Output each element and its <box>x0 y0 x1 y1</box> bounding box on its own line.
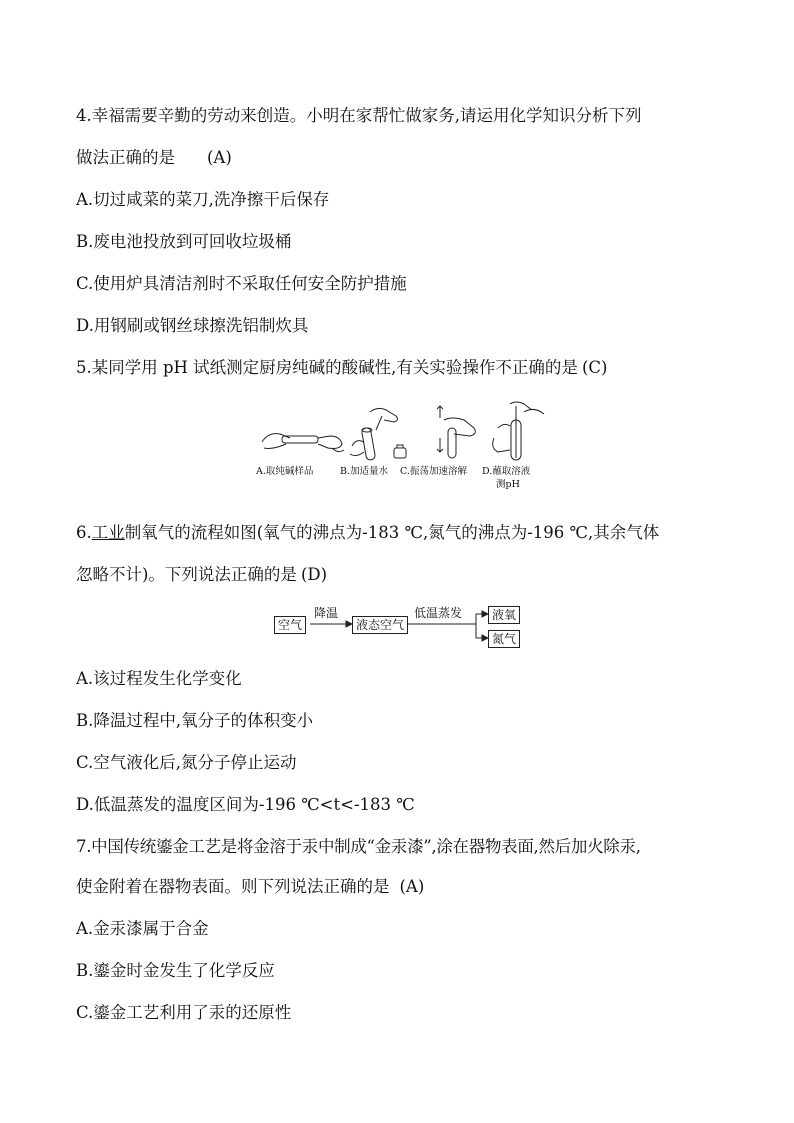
q6-underlined-word: 工业 <box>91 523 125 542</box>
caption-a: A.取纯碱样品 <box>256 466 314 477</box>
q6-stem-text: 忽略不计)。下列说法正确的是 <box>76 565 297 584</box>
q7-option-a: A.金汞漆属于合金 <box>76 919 209 938</box>
q5-stem <box>76 357 607 379</box>
step-a-hands-tube-icon <box>262 434 344 452</box>
q6-number: 6. <box>76 523 92 542</box>
step-d-dipping-icon <box>493 402 544 460</box>
q4-option-d: D.用钢刷或钢丝球擦洗铝制炊具 <box>76 316 309 335</box>
flow-label-cool: 降温 <box>314 606 339 620</box>
step-c-shaking-icon <box>437 406 475 458</box>
q4-stem-text: 做法正确的是 <box>76 148 175 167</box>
flow-box-liquid-air: 液态空气 <box>352 616 408 634</box>
q6-option-c: C.空气液化后,氮分子停止运动 <box>76 753 297 772</box>
q6-stem-rest: 制氧气的流程如图(氧气的沸点为-183 ℃,氮气的沸点为-196 ℃,其余气体 <box>124 523 660 542</box>
q6-stem-line1 <box>76 522 659 544</box>
caption-c: C.振荡加速溶解 <box>400 466 467 477</box>
caption-d-line2: 测pH <box>496 479 520 490</box>
q7-stem-text: 使金附着在器物表面。则下列说法正确的是 <box>76 877 390 896</box>
flow-box-liquid-oxygen: 液氧 <box>488 606 520 624</box>
q4-answer: (A) <box>207 148 232 167</box>
q4-option-b: B.废电池投放到可回收垃圾桶 <box>76 232 292 251</box>
q6-answer: (D) <box>300 565 328 584</box>
q5-stem-text: 5.某同学用 pH 试纸测定厨房纯碱的酸碱性,有关实验操作不正确的是 <box>76 358 578 377</box>
flow-box-nitrogen: 氮气 <box>488 630 520 648</box>
q7-stem-line1: 7.中国传统鎏金工艺是将金溶于汞中制成“金汞漆”,涂在器物表面,然后加火除汞, <box>76 837 641 856</box>
q7-answer: (A) <box>399 877 425 896</box>
q5-experiment-figure <box>254 398 554 496</box>
q7-stem-line2 <box>76 876 424 898</box>
caption-b: B.加适量水 <box>340 466 389 477</box>
q6-option-d: D.低温蒸发的温度区间为-196 ℃<t<-183 ℃ <box>76 795 415 814</box>
flow-box-air: 空气 <box>274 616 306 634</box>
q5-experiment-illustrations <box>254 398 554 468</box>
q4-option-a: A.切过咸菜的菜刀,洗净擦干后保存 <box>76 190 330 209</box>
step-b-pouring-icon <box>350 408 406 460</box>
q4-option-c: C.使用炉具清洁剂时不采取任何安全防护措施 <box>76 274 407 293</box>
q6-flow-diagram <box>272 604 532 650</box>
q5-answer: (C) <box>581 358 608 377</box>
q6-stem-line2 <box>76 564 327 586</box>
q7-option-b: B.鎏金时金发生了化学反应 <box>76 961 275 980</box>
caption-d-line1: D.蘸取溶液 <box>482 466 531 477</box>
q6-option-b: B.降温过程中,氧分子的体积变小 <box>76 711 314 730</box>
flow-label-evaporate: 低温蒸发 <box>414 606 463 620</box>
q4-stem-line2 <box>76 147 232 169</box>
q4-stem-line1: 4.幸福需要辛勤的劳动来创造。小明在家帮忙做家务,请运用化学知识分析下列 <box>76 106 642 125</box>
q7-option-c: C.鎏金工艺利用了汞的还原性 <box>76 1003 292 1022</box>
q6-option-a: A.该过程发生化学变化 <box>76 669 242 688</box>
